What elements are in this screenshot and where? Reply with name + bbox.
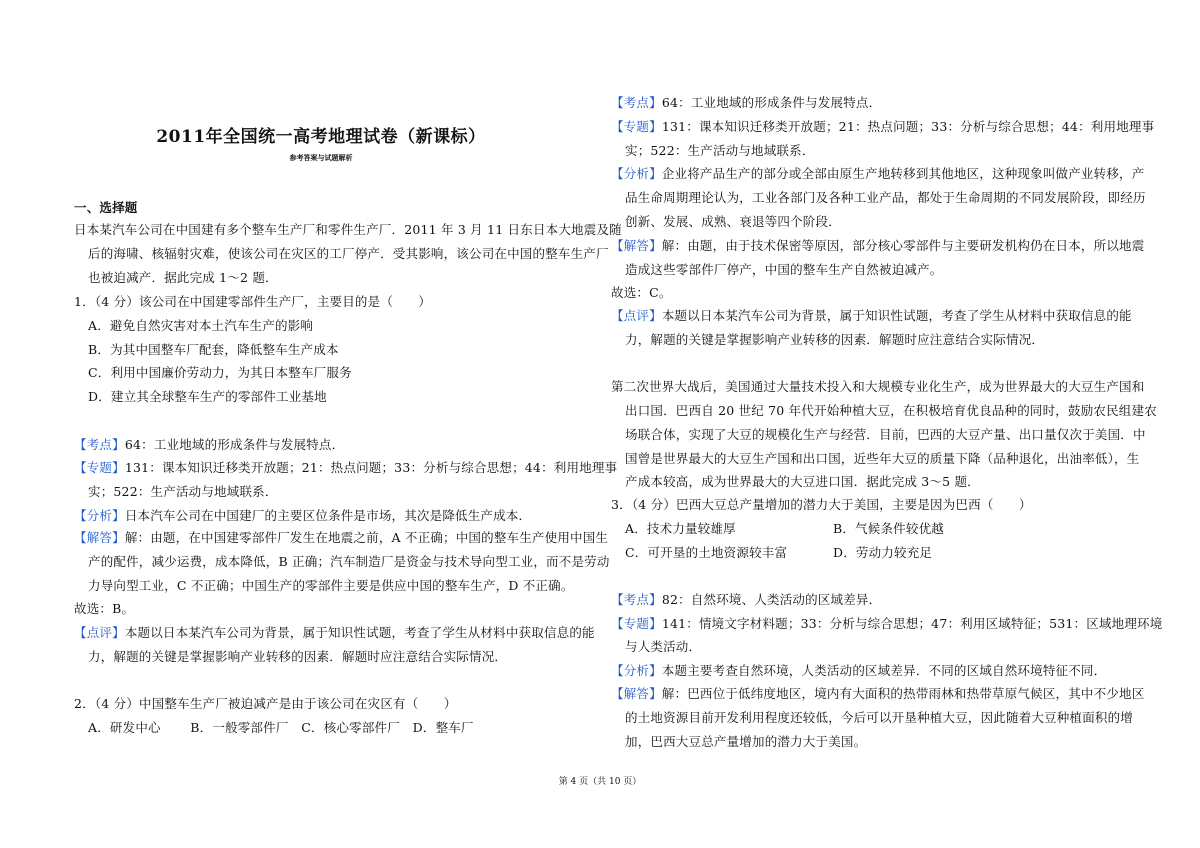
q1-zhuanti	[74, 460, 617, 476]
kaodian-text: 64：工业地域的形成条件与发展特点．	[124, 437, 345, 452]
jieda-text-cont: 的土地资源目前开发利用程度还较低，今后可以开垦种植大豆，因此随着大豆种植面积的增	[625, 710, 1134, 725]
kaodian-text: 82：自然环境、人类活动的区域差异．	[661, 592, 882, 607]
dianping-text-cont: 力，解题的关键是掌握影响产业转移的因素．解题时应注意结合实际情况．	[88, 649, 508, 664]
zhuanti-text-cont: 实；522：生产活动与地域联系．	[88, 484, 278, 499]
question-3-option: D．劳动力较充足	[833, 545, 933, 560]
fenxi-text-cont: 品生命周期理论认为，工业各部门及各种工业产品，都处于生命周期的不同发展阶段，即经历	[625, 190, 1146, 205]
jieda-text-cont: 造成这些零部件厂停产，中国的整车生产自然被迫减产。	[625, 262, 943, 277]
kaodian-text: 64：工业地域的形成条件与发展特点．	[661, 95, 882, 110]
question-1-option: D．建立其全球整车生产的零部件工业基地	[88, 389, 327, 404]
question-2-options: A．研发中心 B．一般零部件厂 C．核心零部件厂 D．整车厂	[88, 720, 474, 735]
q3-fenxi	[611, 663, 1106, 679]
q2-jieda	[611, 238, 1144, 254]
question-1-option: C．利用中国廉价劳动力，为其日本整车厂服务	[88, 365, 352, 380]
page-subtitle: 参考答案与试题解析	[289, 153, 353, 162]
dianping-tag: 【点评】	[74, 625, 125, 640]
q3-kaodian	[611, 592, 881, 608]
q2-fenxi	[611, 166, 1144, 182]
kaodian-tag: 【考点】	[611, 592, 662, 607]
zhuanti-tag: 【专题】	[611, 616, 662, 631]
intro2-line: 出口国．巴西自 20 世纪 70 年代开始种植大豆，在积极培育优良品种的同时，鼓励农民组建农	[625, 403, 1157, 418]
jieda-text-cont: 加，巴西大豆总产量增加的潜力大于美国。	[625, 734, 867, 749]
jieda-text: 解：巴西位于低纬度地区，境内有大面积的热带雨林和热带草原气候区，其中不少地区	[661, 686, 1145, 701]
fenxi-text: 本题主要考查自然环境，人类活动的区域差异．不同的区域自然环境特征不同．	[661, 663, 1107, 678]
fenxi-text: 日本汽车公司在中国建厂的主要区位条件是市场，其次是降低生产成本．	[124, 508, 532, 523]
q2-dianping	[611, 308, 1132, 324]
q2-answer: 故选：C。	[611, 285, 672, 300]
fenxi-tag: 【分析】	[611, 663, 662, 678]
fenxi-tag: 【分析】	[74, 508, 125, 523]
dianping-tag: 【点评】	[611, 308, 662, 323]
zhuanti-tag: 【专题】	[611, 119, 662, 134]
question-1-option: A．避免自然灾害对本土汽车生产的影响	[88, 318, 314, 333]
zhuanti-text: 131：课本知识迁移类开放题；21：热点问题；33：分析与综合思想；44：利用地理事	[661, 119, 1155, 134]
jieda-tag: 【解答】	[74, 530, 125, 545]
question-1-stem: 1．（4 分）该公司在中国建零部件生产厂，主要目的是（ ）	[74, 294, 432, 309]
jieda-text-cont: 力导向型工业，C 不正确；中国生产的零部件主要是供应中国的整车生产，D 不正确。	[88, 578, 574, 593]
question-2-stem: 2．（4 分）中国整车生产厂被迫减产是由于该公司在灾区有（ ）	[74, 696, 457, 711]
dianping-text: 本题以日本某汽车公司为背景，属于知识性试题，考查了学生从材料中获取信息的能	[124, 625, 595, 640]
fenxi-text: 企业将产品生产的部分或全部由原生产地转移到其他地区，这种现象叫做产业转移，产	[661, 166, 1145, 181]
fenxi-tag: 【分析】	[611, 166, 662, 181]
jieda-text-cont: 产的配件，减少运费，成本降低，B 正确；汽车制造厂是资金与技术导向型工业，而不是劳动	[88, 554, 610, 569]
q1-kaodian	[74, 437, 344, 453]
question-1-option: B．为其中国整车厂配套，降低整车生产成本	[88, 342, 339, 357]
zhuanti-tag: 【专题】	[74, 460, 125, 475]
intro-line: 后的海啸、核辐射灾难，使该公司在灾区的工厂停产．受其影响，该公司在中国的整车生产厂	[88, 246, 609, 261]
intro-line: 日本某汽车公司在中国建有多个整车生产厂和零件生产厂．2011 年 3 月 11 日东日本大地震及随	[74, 222, 622, 237]
q3-zhuanti	[611, 616, 1162, 632]
q2-kaodian	[611, 95, 881, 111]
zhuanti-text-cont: 与人类活动．	[625, 639, 702, 654]
intro-line: 也被迫减产．据此完成 1～2 题．	[88, 270, 278, 285]
question-3-option: A．技术力量较雄厚	[625, 521, 736, 536]
intro2-line: 第二次世界大战后，美国通过大量技术投入和大规模专业化生产，成为世界最大的大豆生产国和	[611, 379, 1145, 394]
question-3-option: B．气候条件较优越	[833, 521, 944, 536]
intro2-line: 场联合体，实现了大豆的规模化生产与经营．目前，巴西的大豆产量、出口量仅次于美国．中	[625, 427, 1146, 442]
page-footer: 第 4 页（共 10 页）	[558, 777, 642, 787]
intro2-line: 国曾是世界最大的大豆生产国和出口国，近些年大豆的质量下降（品种退化，出油率低），生	[625, 451, 1140, 466]
fenxi-text-cont: 创新、发展、成熟、衰退等四个阶段．	[625, 214, 841, 229]
jieda-tag: 【解答】	[611, 686, 662, 701]
q3-jieda	[611, 686, 1144, 702]
page-title: 2011年全国统一高考地理试卷（新课标）	[156, 127, 486, 147]
jieda-tag: 【解答】	[611, 238, 662, 253]
zhuanti-text-cont: 实；522：生产活动与地域联系．	[625, 143, 815, 158]
question-3-option: C．可开垦的土地资源较丰富	[625, 545, 788, 560]
question-3-stem: 3．（4 分）巴西大豆总产量增加的潜力大于美国，主要是因为巴西（ ）	[611, 497, 1032, 512]
section-heading: 一、选择题	[74, 200, 138, 215]
q2-zhuanti	[611, 119, 1154, 135]
q1-answer: 故选：B。	[74, 601, 135, 616]
jieda-text: 解：由题，由于技术保密等原因，部分核心零部件与主要研发机构仍在日本，所以地震	[661, 238, 1145, 253]
zhuanti-text: 131：课本知识迁移类开放题；21：热点问题；33：分析与综合思想；44：利用地理事	[124, 460, 618, 475]
q1-dianping	[74, 625, 595, 641]
jieda-text: 解：由题，在中国建零部件厂发生在地震之前，A 不正确；中国的整车生产使用中国生	[124, 530, 609, 545]
q1-fenxi	[74, 508, 531, 524]
kaodian-tag: 【考点】	[611, 95, 662, 110]
dianping-text: 本题以日本某汽车公司为背景，属于知识性试题，考查了学生从材料中获取信息的能	[661, 308, 1132, 323]
kaodian-tag: 【考点】	[74, 437, 125, 452]
intro2-line: 产成本较高，成为世界最大的大豆进口国．据此完成 3～5 题．	[625, 474, 980, 489]
zhuanti-text: 141：情境文字材料题；33：分析与综合思想；47：利用区域特征；531：区域地理环境	[661, 616, 1163, 631]
dianping-text-cont: 力，解题的关键是掌握影响产业转移的因素．解题时应注意结合实际情况．	[625, 332, 1045, 347]
q1-jieda	[74, 530, 608, 546]
